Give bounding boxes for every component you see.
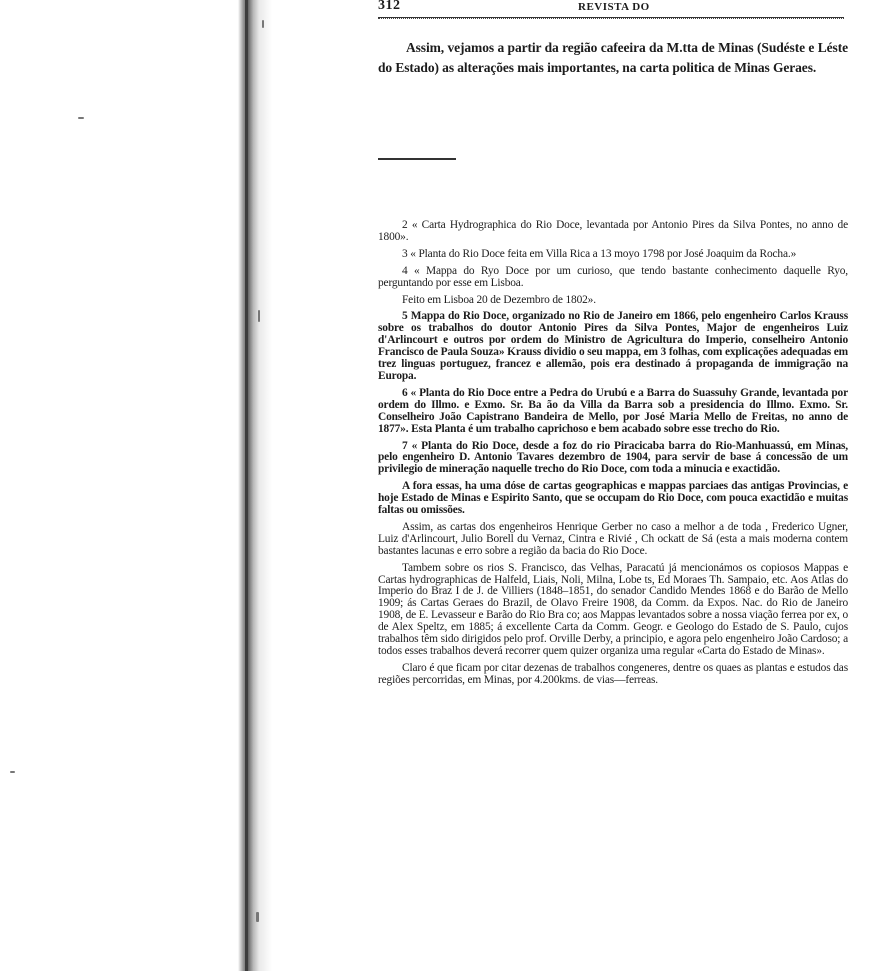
- scan-speck: [258, 310, 260, 322]
- note-paragraph: A fora essas, ha uma dóse de cartas geographicas e mappas parciaes das antigas Provincias, e hoje Estado de Minas e Espirito Santo, que se occupam do Rio Doce, com pouca exactidão e muitas faltas ou omissões.: [378, 480, 848, 517]
- intro-paragraph: Assim, vejamos a partir da região cafeeira da M.tta de Minas (Sudéste e Léste do Estado) as alterações mais importantes, na carta politica de Minas Geraes.: [378, 40, 848, 75]
- scan-speck: [256, 912, 259, 922]
- scan-speck: [262, 20, 264, 28]
- running-title: REVISTA DO: [578, 1, 650, 13]
- page-number: 312: [378, 0, 401, 13]
- scan-speck: [10, 771, 15, 773]
- note-paragraph: 7 « Planta do Rio Doce, desde a foz do rio Piracicaba barra do Rio-Manhuassú, em Minas, pelo engenheiro D. Antonio Tavares dezembro de 1904, para servir de base á concessão de um privilegio de mineração naquelle trecho do Rio Doce, com toda a minucia e exactidão.: [378, 439, 848, 476]
- book-gutter: [238, 0, 272, 971]
- note-paragraph: 4 « Mappa do Ryo Doce por um curioso, que tendo bastante conhecimento daquelle Ryo, perguntando por esse em Lisboa.: [378, 264, 848, 289]
- header-rule: [378, 17, 844, 19]
- note-paragraph: 2 « Carta Hydrographica do Rio Doce, levantada por Antonio Pires da Silva Pontes, no anno de 1800».: [378, 219, 848, 243]
- notes-list: [378, 220, 848, 692]
- note-paragraph: Feito em Lisboa 20 de Dezembro de 1802».: [402, 293, 596, 306]
- note-paragraph: Claro é que ficam por citar dezenas de trabalhos congeneres, dentre os quaes as plantas e estudos das regiões percorridas, em Minas, por 4.200kms. de vias—ferreas.: [378, 661, 848, 686]
- gutter-shadow-line: [245, 0, 248, 971]
- note-paragraph: Assim, as cartas dos engenheiros Henrique Gerber no caso a melhor a de toda , Frederico Ugner, Luiz d'Arlincourt, Julio Borell du Vernaz, Cintra e Rivié , Ch ockatt de Sá (esta a mais moderna contem bastantes lacunas e erro sobre a região da bacia do Rio Doce.: [378, 520, 848, 557]
- page-header: [378, 0, 844, 16]
- note-paragraph: 3 « Planta do Rio Doce feita em Villa Rica a 13 moyo 1798 por José Joaquim da Rocha.»: [402, 247, 797, 260]
- note-paragraph: Tambem sobre os rios S. Francisco, das Velhas, Paracatú já mencionámos os copiosos Mappas e Cartas hydrographicas de Halfeld, Liais, Noli, Milna, Lobe ts, Ed Moraes Th. Sampaio, etc. Aos Atlas do Imperio do Braz I de J. de Villiers (1848–1851, do senador Candido Mendes 1868 e do Barão de Mello 1909; ás Cartas Geraes do Brazil, de Olavo Freire 1908, da Comm. da Expos. Nac. do Rio de Janeiro 1908, de E. Levasseur e Barão do Rio Bra co; aos Mappas levantados sobre a nossa viação ferrea por ex, o de Alex Speltz, em 1885; á excellente Carta da Comm. Geogr. e Geologo do Estado de S. Paulo, cujos trabalhos têm sido dirigidos pelo prof. Orville Derby, a principio, e agora pelo engenheiro João Cardoso; a todos esses trabalhos deverá recorrer quem quizer organiza uma regular «Carta do Estado de Minas».: [378, 561, 848, 657]
- section-divider: [378, 158, 456, 160]
- scan-speck: [78, 117, 84, 119]
- note-paragraph: 5 Mappa do Rio Doce, organizado no Rio de Janeiro em 1866, pelo engenheiro Carlos Krauss sobre os trabalhos do doutor Antonio Pires da Silva Pontes, Major de engenheiros Luiz d'Arlincourt e outros por ordem do Ministro de Agricultura do Imperio, conselheiro Antonio Francisco de Paula Souza» Krauss dividio o seu mappa, em 3 folhas, com explicações adequadas em trez linguas portuguez, francez e allemão, pois era destinado á propaganda de immigração na Europa.: [378, 310, 848, 382]
- note-paragraph: 6 « Planta do Rio Doce entre a Pedra do Urubú e a Barra do Suassuhy Grande, levantada por ordem do Illmo. e Exmo. Sr. Ba ão da Villa da Barra sob a presidencia do Illmo. Exmo. Sr. Conselheiro João Capistrano Bandeira de Mello, por José Maria Mello de Freitas, no anno de 1877». Esta Planta é um trabalho caprichoso e bem acabado sobre esse trecho do Rio.: [378, 386, 848, 435]
